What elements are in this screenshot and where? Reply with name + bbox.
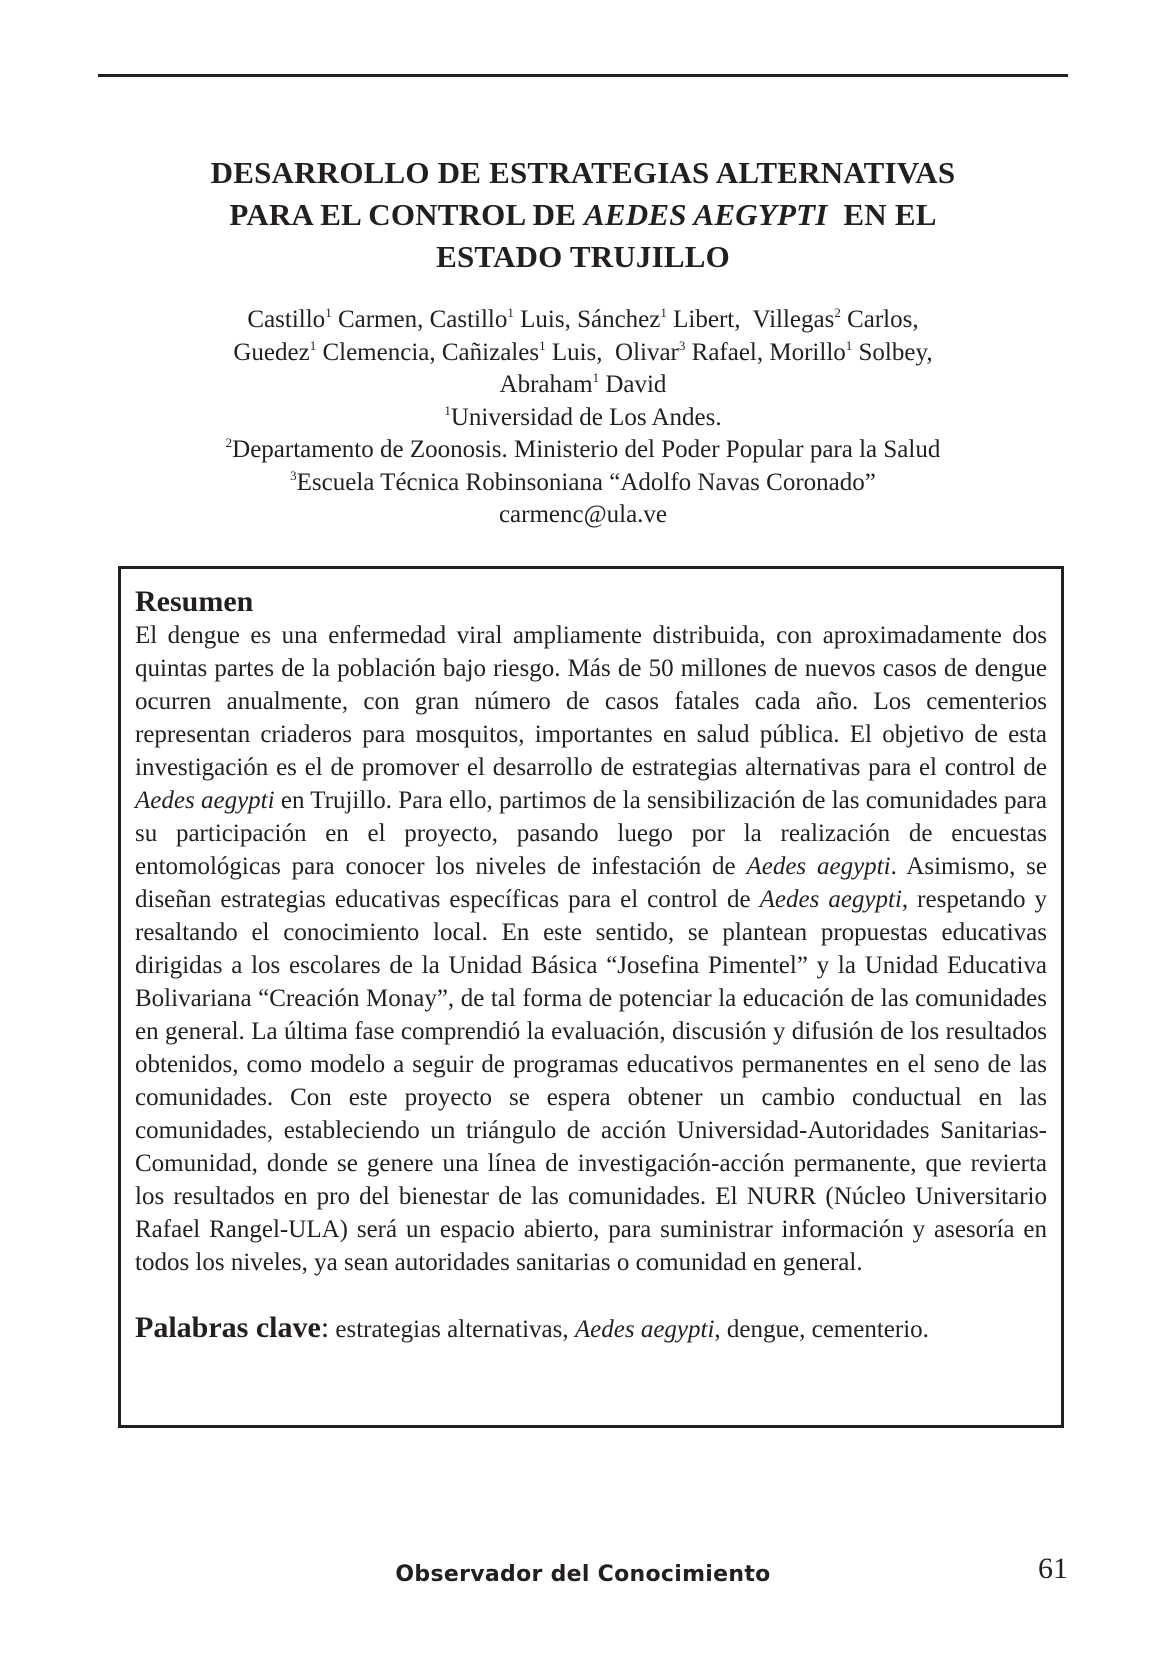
abstract-text-4: , respetando y resaltando el conocimiento local. En este sentido, se plantean propuestas educativas dirigidas a los escolares de la Unidad Básica “Josefina Pimentel” y la Unidad Educativa Bolivariana “Creación Monay”, de tal forma de potenciar la educación de las comunidades en general. La última fase comprendió la evaluación, discusión y difusión de los resultados obtenidos, como modelo a seguir de programas educativos permanentes en el seno de las comunidades. Con este proyecto se espera obtener un cambio conductual en las comunidades, estableciendo un triángulo de acción Universidad-Autoridades Sanitarias-Comunidad, donde se genere una línea de investigación-acción permanente, que revierta los resultados en pro del bienestar de las comunidades. El NURR (Núcleo Universitario Rafael Rangel-ULA) será un espacio abierto, para suministrar información y asesoría en todos los niveles, ya sean autoridades sanitarias o comunidad en general. [135, 886, 1047, 1276]
author-line-3 [98, 369, 1068, 402]
abstract-text-1: El dengue es una enfermedad viral ampliamente distribuida, con aproximadamente dos quintas partes de la población bajo riesgo. Más de 50 millones de nuevos casos de dengue ocurren anualmente, con gran número de casos fatales cada año. Los cementerios representan criaderos para mosquitos, importantes en salud pública. El objetivo de esta investigación es el de promover el desarrollo de estrategias alternativas para el control de [135, 622, 1047, 781]
affiliation-1 [98, 402, 1068, 435]
article-title [98, 152, 1068, 278]
author-name: Cañizales [441, 338, 540, 366]
keywords-label: Palabras clave [135, 1311, 321, 1344]
affiliation-text: Escuela Técnica Robinsoniana “Adolfo Navas Coronado” [296, 468, 876, 496]
affiliation-text: Universidad de Los Andes. [450, 403, 722, 431]
title-line-2-post: EN EL [827, 197, 937, 232]
author-name: Castillo [429, 306, 508, 333]
author-block [98, 304, 1068, 532]
keywords [135, 1311, 1047, 1347]
author-affiliation-mark: 1 [507, 305, 514, 320]
author-given: Carlos, [840, 306, 919, 333]
journal-name: Observador del Conocimiento [395, 1562, 771, 1587]
abstract-text-2: en Trujillo. Para ello, partimos de la sensibilización de las comunidades para su participación en el proyecto, pasando luego por la realización de encuestas entomológicas para conocer los niveles de infestación de [135, 787, 1047, 880]
affiliation-mark: 2 [225, 435, 233, 450]
keywords-text-pre: estrategias alternativas, [329, 1316, 575, 1343]
abstract-species-2: Aedes aegypti [746, 853, 891, 880]
author-given: Libert, [666, 306, 753, 333]
affiliation-text: Departamento de Zoonosis. Ministerio del Poder Popular para la Salud [232, 436, 941, 463]
author-name: Morillo [769, 338, 846, 366]
title-line-2-pre: PARA EL CONTROL DE [229, 197, 585, 232]
author-affiliation-mark: 2 [834, 305, 841, 320]
author-affiliation-mark: 1 [660, 305, 667, 320]
author-affiliation-mark: 1 [539, 337, 546, 353]
keywords-species: Aedes aegypti [574, 1316, 715, 1343]
author-name: Villegas [752, 306, 835, 333]
title-line-1: DESARROLLO DE ESTRATEGIAS ALTERNATIVAS [210, 155, 956, 190]
page-number: 61 [1038, 1552, 1068, 1585]
abstract-text-3: . Asimismo, se diseñan estrategias educativas específicas para el control de [135, 853, 1048, 913]
abstract-species-3: Aedes aegypti [759, 886, 902, 913]
author-affiliation-mark: 3 [678, 337, 686, 353]
author-name: Castillo [247, 306, 326, 333]
author-name: Guedez [233, 338, 310, 366]
top-rule [98, 74, 1068, 77]
author-affiliation-mark: 1 [325, 305, 332, 320]
author-line-2 [98, 337, 1068, 370]
title-line-3: ESTADO TRUJILLO [436, 239, 730, 274]
contact-email[interactable]: carmenc@ula.ve [498, 501, 668, 528]
title-species: AEDES AEGYPTI [584, 197, 828, 232]
author-name: Olivar [615, 338, 679, 366]
author-given: Clemencia, [316, 338, 442, 366]
author-affiliation-mark: 1 [592, 370, 600, 385]
author-given: Carmen, [331, 306, 430, 333]
abstract-box [118, 566, 1064, 1428]
keywords-colon: : [320, 1311, 330, 1344]
keywords-text-post: , dengue, cementerio. [714, 1316, 929, 1343]
author-name: Abraham [499, 371, 593, 398]
abstract-body [135, 619, 1047, 1279]
abstract-species-1: Aedes aegypti [135, 787, 275, 814]
author-affiliation-mark: 1 [309, 337, 317, 353]
author-given: Luis, [545, 338, 616, 366]
affiliation-mark: 1 [444, 402, 451, 418]
author-affiliation-mark: 1 [845, 337, 853, 353]
affiliation-3 [98, 467, 1068, 500]
author-given: Rafael, [685, 338, 770, 366]
affiliation-mark: 3 [290, 467, 297, 483]
affiliation-2 [98, 434, 1068, 467]
title-line-2 [98, 194, 1068, 236]
abstract-heading: Resumen [135, 585, 254, 618]
author-given: Luis, [513, 306, 578, 333]
author-name: Sánchez [577, 306, 661, 333]
author-line-1 [98, 304, 1068, 337]
author-given: Solbey, [852, 338, 933, 366]
author-given: David [599, 371, 667, 398]
